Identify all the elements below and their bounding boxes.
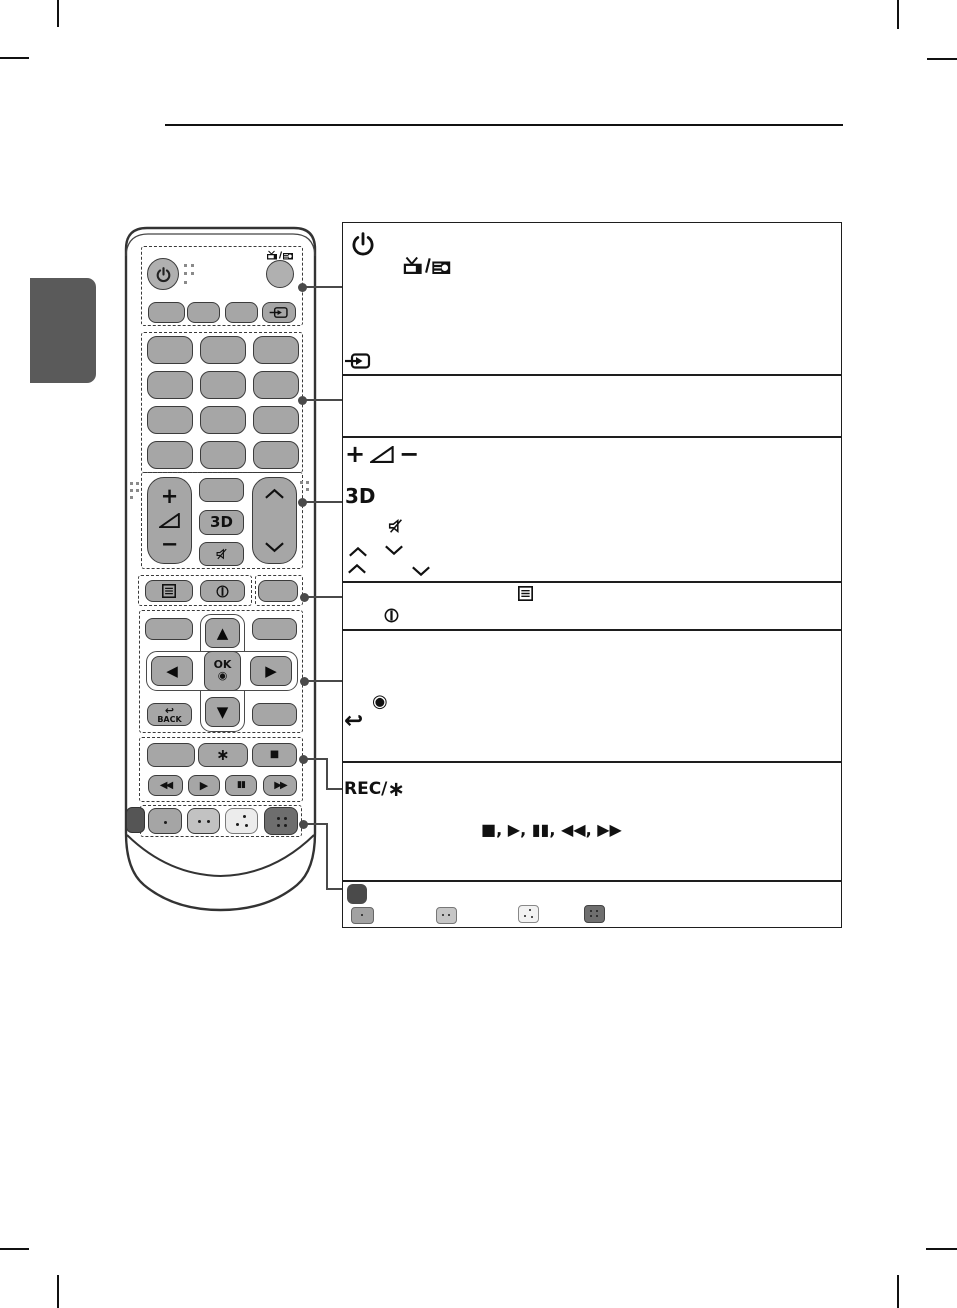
left-button[interactable] bbox=[151, 656, 193, 686]
up-arrow-icon: ▲ bbox=[216, 623, 229, 642]
digit-button[interactable] bbox=[200, 371, 246, 399]
crop-mark bbox=[927, 58, 957, 60]
left-arrow-icon: ◀ bbox=[166, 661, 178, 680]
dot bbox=[243, 815, 246, 818]
input-button[interactable] bbox=[262, 302, 296, 323]
info-icon bbox=[216, 585, 229, 598]
menu-icon bbox=[518, 586, 533, 601]
callout-line bbox=[304, 596, 342, 598]
asterisk-icon: ∗ bbox=[216, 745, 230, 764]
tv-rad-button[interactable] bbox=[266, 260, 294, 288]
indicator-dot bbox=[184, 264, 187, 267]
one-dot-button[interactable] bbox=[148, 808, 182, 834]
callout-line bbox=[326, 823, 328, 890]
row-divider bbox=[343, 761, 841, 763]
play-icon: ▶ bbox=[199, 779, 209, 792]
dot bbox=[448, 914, 450, 916]
callout-line bbox=[304, 680, 342, 682]
down-button[interactable] bbox=[205, 697, 240, 727]
right-arrow-icon: ▶ bbox=[265, 661, 277, 680]
rewind-button[interactable] bbox=[148, 775, 183, 796]
function-button-2[interactable] bbox=[187, 302, 220, 323]
fast-forward-button[interactable] bbox=[263, 775, 297, 796]
input-icon bbox=[269, 306, 289, 319]
callout-line bbox=[302, 399, 342, 401]
volume-wedge-icon bbox=[159, 513, 180, 528]
blank-button[interactable] bbox=[145, 618, 193, 640]
dot bbox=[531, 916, 533, 918]
record-target-icon: ◉ bbox=[372, 691, 388, 712]
blank-button[interactable] bbox=[199, 478, 244, 502]
dot bbox=[590, 910, 592, 912]
dot bbox=[164, 821, 167, 824]
indicator-dot bbox=[184, 281, 187, 284]
function-button-1[interactable] bbox=[148, 302, 185, 323]
dot bbox=[284, 817, 287, 820]
rec-text: REC/ bbox=[344, 779, 388, 799]
callout-line bbox=[326, 758, 328, 790]
chevron-up-icon bbox=[347, 563, 367, 575]
blank-button[interactable] bbox=[147, 743, 195, 767]
four-dot-button bbox=[584, 905, 605, 923]
info-button[interactable] bbox=[200, 580, 245, 602]
callout-line bbox=[326, 888, 342, 890]
down-arrow-icon: ▼ bbox=[216, 702, 229, 721]
digit-button[interactable] bbox=[147, 371, 193, 399]
indicator-dot bbox=[130, 496, 133, 499]
minus-label: − bbox=[399, 440, 420, 468]
dot bbox=[284, 824, 287, 827]
red-side-button bbox=[347, 884, 367, 904]
digit-button[interactable] bbox=[253, 336, 299, 364]
pause-button[interactable] bbox=[225, 775, 257, 796]
mute-icon bbox=[215, 547, 229, 561]
chevron-up-icon bbox=[348, 546, 368, 558]
digit-button[interactable] bbox=[147, 441, 193, 469]
digit-button[interactable] bbox=[253, 406, 299, 434]
indicator-dot bbox=[130, 482, 133, 485]
stop-icon: ■ bbox=[269, 749, 280, 760]
one-dot-button bbox=[351, 907, 374, 924]
digit-button[interactable] bbox=[253, 441, 299, 469]
indicator-dot bbox=[130, 489, 133, 492]
dot bbox=[590, 915, 592, 917]
row-divider bbox=[343, 581, 841, 583]
description-table bbox=[342, 222, 842, 928]
digit-button[interactable] bbox=[147, 336, 193, 364]
dot bbox=[198, 820, 201, 823]
back-button[interactable] bbox=[147, 703, 192, 726]
blank-button[interactable] bbox=[252, 703, 297, 726]
volume-up-label: + bbox=[160, 484, 179, 508]
power-button[interactable] bbox=[147, 258, 179, 290]
back-arrow-icon: ↩ bbox=[344, 708, 364, 734]
dot bbox=[207, 820, 210, 823]
menu-icon bbox=[162, 584, 176, 598]
playback-symbols: ■, ▶, ▮▮, ◀◀, ▶▶ bbox=[481, 820, 622, 839]
dot bbox=[596, 915, 598, 917]
two-dot-button[interactable] bbox=[187, 808, 220, 834]
indicator-dot bbox=[306, 488, 309, 491]
blank-button[interactable] bbox=[252, 618, 297, 640]
dot bbox=[277, 817, 280, 820]
channel-down-icon bbox=[264, 541, 285, 553]
channel-up-icon bbox=[264, 488, 285, 500]
ok-label: OK bbox=[213, 658, 232, 672]
ok-target-icon: ◉ bbox=[217, 669, 228, 683]
input-icon bbox=[345, 352, 371, 370]
power-icon bbox=[350, 231, 376, 257]
callout-line bbox=[326, 788, 342, 790]
indicator-dot bbox=[136, 482, 139, 485]
dot bbox=[529, 909, 531, 911]
mute-button[interactable] bbox=[199, 542, 244, 566]
asterisk-icon: ∗ bbox=[387, 777, 405, 801]
crop-mark bbox=[57, 1275, 59, 1308]
ok-button[interactable] bbox=[204, 651, 241, 691]
row-divider bbox=[343, 374, 841, 376]
crop-mark bbox=[0, 1248, 29, 1250]
back-label: BACK bbox=[157, 715, 182, 724]
blank-button[interactable] bbox=[258, 580, 298, 602]
indicator-dot bbox=[191, 264, 194, 267]
info-icon bbox=[384, 608, 399, 623]
callout-line bbox=[303, 758, 328, 760]
3d-label: 3D bbox=[210, 513, 233, 531]
mute-icon bbox=[387, 517, 405, 535]
header-rule bbox=[165, 124, 843, 126]
fast-forward-icon: ▶▶ bbox=[274, 779, 286, 791]
3d-label: 3D bbox=[345, 484, 376, 508]
stop-button[interactable] bbox=[252, 743, 297, 767]
three-dot-button bbox=[518, 905, 539, 923]
indicator-dot bbox=[300, 481, 303, 484]
dot bbox=[245, 824, 248, 827]
rec-label bbox=[344, 779, 405, 800]
volume-down-label: − bbox=[160, 532, 179, 556]
crop-mark bbox=[926, 1248, 957, 1250]
callout-line bbox=[303, 823, 328, 825]
indicator-dot bbox=[184, 272, 187, 275]
dot bbox=[442, 914, 444, 916]
indicator-dot bbox=[191, 272, 194, 275]
tv-rad-icon bbox=[402, 256, 452, 275]
play-button[interactable] bbox=[188, 775, 220, 796]
dot bbox=[524, 915, 526, 917]
function-button-3[interactable] bbox=[225, 302, 258, 323]
digit-button[interactable] bbox=[200, 336, 246, 364]
crop-mark bbox=[897, 0, 899, 29]
chevron-down-icon bbox=[411, 565, 431, 577]
rewind-icon: ◀◀ bbox=[159, 779, 172, 791]
crop-mark bbox=[57, 0, 59, 27]
power-icon bbox=[155, 266, 172, 283]
plus-label: + bbox=[345, 440, 366, 468]
red-side-button[interactable] bbox=[126, 807, 145, 833]
three-dot-button[interactable] bbox=[225, 808, 258, 834]
callout-line bbox=[302, 501, 342, 503]
digit-button[interactable] bbox=[253, 371, 299, 399]
row-divider bbox=[343, 880, 841, 882]
chevron-down-icon bbox=[384, 544, 404, 556]
volume-rocker[interactable] bbox=[147, 477, 192, 564]
digit-button[interactable] bbox=[147, 406, 193, 434]
dot bbox=[596, 910, 598, 912]
volume-wedge-icon bbox=[370, 446, 394, 463]
pause-icon: ▮▮ bbox=[237, 780, 245, 790]
indicator-dot bbox=[306, 481, 309, 484]
right-button[interactable] bbox=[250, 656, 292, 686]
back-arrow-icon: ↩ bbox=[164, 704, 175, 717]
row-divider bbox=[343, 436, 841, 438]
row-divider bbox=[343, 629, 841, 631]
four-dot-button[interactable] bbox=[264, 807, 298, 835]
digit-button[interactable] bbox=[200, 441, 246, 469]
channel-rocker[interactable] bbox=[252, 477, 297, 564]
crop-mark bbox=[0, 57, 29, 59]
3d-button[interactable] bbox=[199, 510, 244, 535]
chapter-side-tab bbox=[30, 278, 96, 383]
tv-rad-icon bbox=[266, 250, 294, 260]
up-button[interactable] bbox=[205, 618, 240, 648]
dot bbox=[361, 914, 363, 916]
two-dot-button bbox=[436, 907, 457, 924]
dot bbox=[277, 824, 280, 827]
callout-line bbox=[302, 286, 342, 288]
indicator-dot bbox=[136, 489, 139, 492]
record-button[interactable] bbox=[198, 743, 248, 767]
dot bbox=[236, 823, 239, 826]
crop-mark bbox=[897, 1275, 899, 1308]
menu-button[interactable] bbox=[145, 580, 193, 602]
digit-button[interactable] bbox=[200, 406, 246, 434]
volume-icons bbox=[345, 442, 419, 466]
